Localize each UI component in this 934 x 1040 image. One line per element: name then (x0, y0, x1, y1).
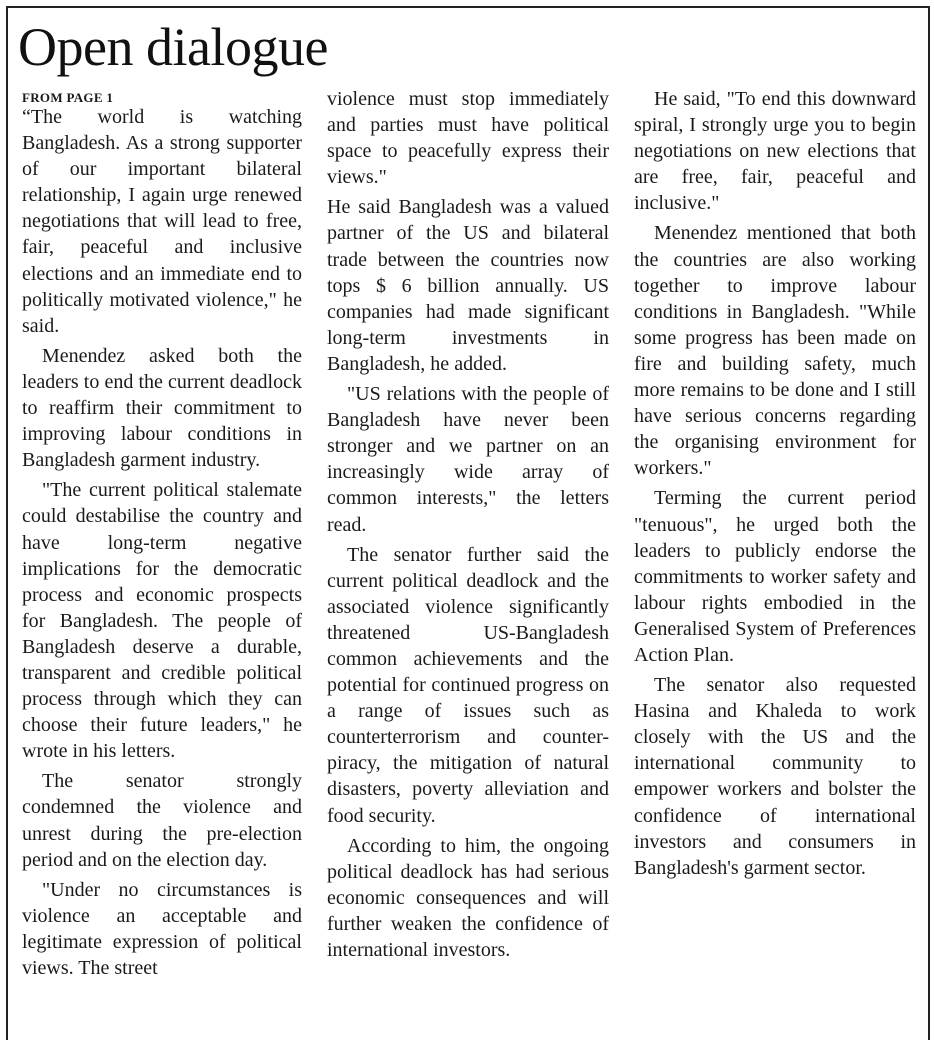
paragraph: "The current political stalemate could destabilise the country and have long-term negative implications for the democratic process and economic prospects for Bangladesh. The people of Bangladesh deserve a durable, transparent and credible political process through which they can choose their future leaders," he wrote in his letters. (22, 479, 302, 763)
paragraph: Terming the current period "tenuous", he urged both the leaders to publicly endorse the commitments to worker safety and labour rights embodied in the Generalised System of Preferences Action Plan. (634, 487, 916, 666)
paragraph: According to him, the ongoing political deadlock has had serious economic consequences and will further weaken the confidence of international investors. (327, 834, 609, 961)
paragraph: "Under no circumstances is violence an acceptable and legitimate expression of political views. The street (22, 878, 302, 979)
paragraph: He said Bangladesh was a valued partner of the US and bilateral trade between the countries now tops $ 6 billion annually. US companies had made significant long-term investments in Bangladesh, he added. (327, 196, 609, 375)
article-column-1 (22, 104, 302, 1034)
paragraph: The senator strongly condemned the violence and unrest during the pre-election period and on the election day. (22, 770, 302, 871)
article-column-3 (634, 86, 916, 1034)
paragraph: “The world is watching Bangladesh. As a strong supporter of our important bilateral relationship, I again urge renewed negotiations that will lead to free, fair, peaceful and inclusive elections and an immediate end to politically motivated violence," he said. (22, 106, 302, 337)
paragraph: He said, "To end this downward spiral, I strongly urge you to begin negotiations on new elections that are free, fair, peaceful and inclusive." (634, 88, 916, 215)
paragraph: violence must stop immediately and parties must have political space to peacefully express their views." (327, 88, 609, 189)
paragraph: Menendez asked both the leaders to end the current deadlock to reaffirm their commitment to improving labour conditions in Bangladesh garment industry. (22, 344, 302, 472)
jump-label: FROM PAGE 1 (22, 90, 114, 105)
article-column-2 (327, 86, 609, 1034)
paragraph: The senator also requested Hasina and Khaleda to work closely with the US and the international community to empower workers and bolster the confidence of international investors and consumers in Bangladesh's garment sector. (634, 674, 916, 879)
headline: Open dialogue (18, 17, 328, 77)
paragraph: Menendez mentioned that both the countries are also working together to improve labour conditions in Bangladesh. "While some progress has been made on fire and building safety, much more remains to be done and I still have serious concerns regarding the organising environment for workers." (634, 222, 916, 480)
paragraph: "US relations with the people of Bangladesh have never been stronger and we partner on an increasingly wide array of common interests," the letters read. (327, 383, 609, 536)
paragraph: The senator further said the current political deadlock and the associated violence significantly threatened US-Bangladesh common achievements and the potential for continued progress on a range of issues such as counterterrorism and counter-piracy, the mitigation of natural disasters, poverty alleviation and food security. (327, 543, 609, 827)
